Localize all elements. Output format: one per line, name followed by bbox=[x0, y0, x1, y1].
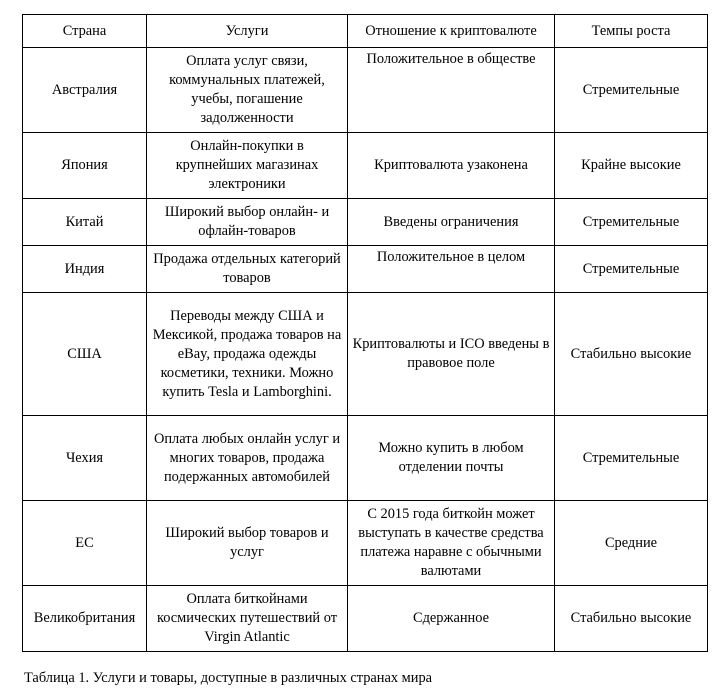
cell-attitude: Криптовалюты и ICO введены в правовое поле bbox=[348, 293, 555, 416]
table-row bbox=[23, 48, 708, 133]
cell-country: Китай bbox=[23, 199, 147, 246]
cell-growth: Стабильно высокие bbox=[555, 293, 708, 416]
table-row bbox=[23, 416, 708, 501]
cell-country: ЕС bbox=[23, 501, 147, 586]
cell-growth: Стремительные bbox=[555, 416, 708, 501]
cell-growth: Стремительные bbox=[555, 48, 708, 133]
table-header-row bbox=[23, 15, 708, 48]
table-row bbox=[23, 199, 708, 246]
table-row bbox=[23, 133, 708, 199]
table-row bbox=[23, 586, 708, 652]
cell-services: Оплата биткойнами космических путешествий от Virgin Atlantic bbox=[147, 586, 348, 652]
cell-attitude: Введены ограничения bbox=[348, 199, 555, 246]
cell-attitude: Можно купить в любом отделении почты bbox=[348, 416, 555, 501]
cell-growth: Стремительные bbox=[555, 246, 708, 293]
cell-growth: Средние bbox=[555, 501, 708, 586]
cell-attitude: Криптовалюта узаконена bbox=[348, 133, 555, 199]
cell-growth: Крайне высокие bbox=[555, 133, 708, 199]
cell-services: Оплата услуг связи, коммунальных платежей, учебы, погашение задолженности bbox=[147, 48, 348, 133]
cell-services: Онлайн-покупки в крупнейших магазинах электроники bbox=[147, 133, 348, 199]
cell-growth: Стремительные bbox=[555, 199, 708, 246]
cell-services: Переводы между США и Мексикой, продажа товаров на eBay, продажа одежды косметики, техники. Можно купить Tesla и Lamborghini. bbox=[147, 293, 348, 416]
cell-growth: Стабильно высокие bbox=[555, 586, 708, 652]
countries-crypto-table bbox=[22, 14, 708, 652]
cell-services: Продажа отдельных категорий товаров bbox=[147, 246, 348, 293]
cell-country: Индия bbox=[23, 246, 147, 293]
cell-services: Оплата любых онлайн услуг и многих товаров, продажа подержанных автомобилей bbox=[147, 416, 348, 501]
cell-attitude: Положительное в обществе bbox=[348, 48, 555, 133]
cell-country: Великобритания bbox=[23, 586, 147, 652]
cell-country: Япония bbox=[23, 133, 147, 199]
table-row bbox=[23, 293, 708, 416]
header-services: Услуги bbox=[147, 15, 348, 48]
cell-services: Широкий выбор онлайн- и офлайн-товаров bbox=[147, 199, 348, 246]
header-growth: Темпы роста bbox=[555, 15, 708, 48]
header-attitude: Отношение к криптовалюте bbox=[348, 15, 555, 48]
cell-country: Чехия bbox=[23, 416, 147, 501]
cell-country: Австралия bbox=[23, 48, 147, 133]
cell-services: Широкий выбор товаров и услуг bbox=[147, 501, 348, 586]
table-row bbox=[23, 501, 708, 586]
cell-attitude: С 2015 года биткойн может выступать в качестве средства платежа наравне с обычными валютами bbox=[348, 501, 555, 586]
table-caption: Таблица 1. Услуги и товары, доступные в различных странах мира bbox=[24, 670, 433, 686]
cell-attitude: Положительное в целом bbox=[348, 246, 555, 293]
cell-country: США bbox=[23, 293, 147, 416]
cell-attitude: Сдержанное bbox=[348, 586, 555, 652]
table-row bbox=[23, 246, 708, 293]
header-country: Страна bbox=[23, 15, 147, 48]
